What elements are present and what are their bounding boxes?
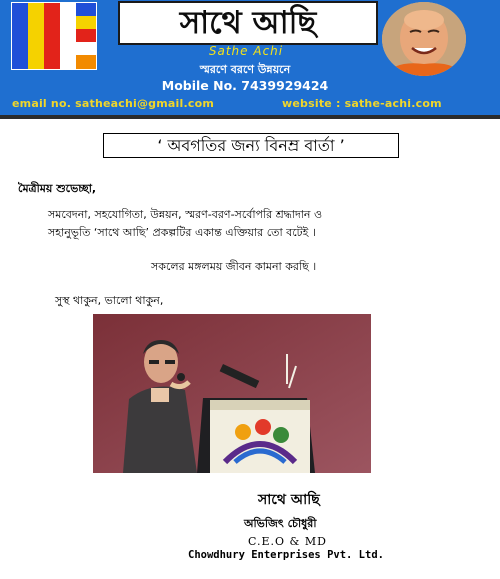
signature-role: C.E.O & MD — [248, 535, 327, 548]
header-banner — [0, 0, 500, 115]
speaker-at-podium-photo — [93, 314, 371, 473]
paragraph-line-2: সহানুভূতি ‘সাথে আছি’ প্রকল্পটির একান্ত এক্তিয়ার তো বটেই । — [48, 226, 316, 239]
buddhist-flag-icon — [11, 2, 97, 70]
monk-portrait — [382, 2, 466, 76]
letter-paragraph — [48, 206, 478, 242]
letter-greeting: মৈত্রীময় শুভেচ্ছা, — [18, 182, 97, 195]
mobile-number: Mobile No. 7439929424 — [161, 78, 329, 93]
letter-heading: ‘ অবগতির জন্য বিনম্র বার্তা ’ — [103, 133, 399, 158]
signature-name: অভিজিৎ চৌধুরী — [244, 517, 317, 530]
website-address: website : sathe-achi.com — [282, 97, 442, 110]
letter-sign-off: সুস্থ থাকুন, ভালো থাকুন, — [55, 294, 164, 307]
letter-wish: সকলের মঙ্গলময় জীবন কামনা করছি । — [151, 260, 317, 273]
signature-company: Chowdhury Enterprises Pvt. Ltd. — [188, 549, 384, 561]
site-subtitle-en: Sathe Achi — [208, 44, 284, 58]
site-title: সাথে আছি — [118, 1, 378, 45]
signature-organization: সাথে আছি — [258, 492, 320, 508]
header-divider — [0, 115, 500, 119]
paragraph-line-1: সমবেদনা, সহযোগিতা, উন্নয়ন, স্মরণ-বরণ-সর্বোপরি শ্রদ্ধাদান ও — [48, 208, 323, 221]
site-tagline: স্মরণে বরণে উন্নয়নে — [199, 63, 291, 76]
email-address: email no. satheachi@gmail.com — [12, 97, 214, 110]
